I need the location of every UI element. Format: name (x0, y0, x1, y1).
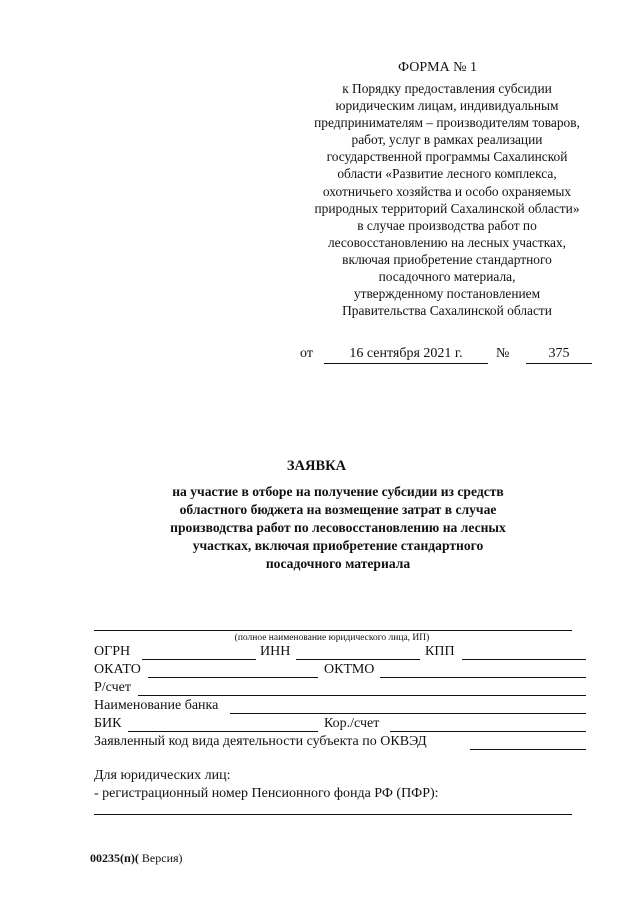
subtitle-line: посадочного материала (265, 556, 411, 571)
resolution-date: 16 сентября 2021 г. (324, 346, 488, 364)
bik-label: БИК (94, 716, 122, 731)
subtitle-line: производства работ по лесовосстановлению на лесных (170, 520, 506, 535)
subtitle-line: на участие в отборе на получение субсидии из средств (172, 484, 504, 499)
corr-account-field[interactable] (390, 716, 586, 732)
version-label: Версия) (138, 851, 183, 865)
kpp-field[interactable] (462, 644, 586, 660)
okato-label: ОКАТО (94, 662, 141, 677)
date-from-label: от (300, 346, 313, 361)
oktmo-label: ОКТМО (324, 662, 375, 677)
preamble-line: лесовосстановлению на лесных участках, (327, 234, 567, 250)
document-footer (90, 851, 183, 866)
entity-name-line[interactable] (94, 630, 572, 631)
okved-field[interactable] (470, 734, 586, 750)
preamble-line: включая приобретение стандартного (342, 251, 552, 267)
inn-field[interactable] (296, 644, 420, 660)
preamble-line: Правительства Сахалинской области (342, 303, 552, 319)
legal-entities-label: Для юридических лиц: (94, 768, 231, 783)
preamble-line: природных территорий Сахалинской области» (314, 200, 580, 216)
bik-field[interactable] (128, 716, 318, 732)
account-field[interactable] (138, 680, 586, 696)
inn-label: ИНН (260, 644, 291, 659)
account-label: Р/счет (94, 680, 131, 695)
number-sign: № (496, 346, 510, 361)
corr-account-label: Кор./счет (324, 716, 380, 731)
preamble-line: утвержденному постановлением (353, 286, 541, 302)
preamble-line: государственной программы Сахалинской (326, 149, 568, 165)
okato-field[interactable] (148, 662, 318, 678)
preamble-line: работ, услуг в рамках реализации (351, 132, 543, 148)
bank-name-label: Наименование банка (94, 698, 219, 713)
preamble-line: в случае производства работ по (357, 217, 537, 233)
form-number-label: ФОРМА № 1 (398, 60, 478, 75)
kpp-label: КПП (425, 644, 455, 659)
subtitle-line: областного бюджета на возмещение затрат в случае (179, 502, 497, 517)
pfr-label: - регистрационный номер Пенсионного фонда РФ (ПФР): (94, 786, 439, 801)
preamble-line: предпринимателям – производителям товаров, (314, 115, 580, 131)
preamble-line: посадочного материала, (378, 269, 516, 285)
preamble-line: области «Развитие лесного комплекса, (337, 166, 557, 182)
pfr-number-line[interactable] (94, 814, 572, 815)
okved-label: Заявленный код вида деятельности субъекта по ОКВЭД (94, 734, 427, 749)
subtitle-line: участках, включая приобретение стандартного (192, 538, 484, 553)
document-subtitle (150, 483, 526, 573)
resolution-number: 375 (526, 346, 592, 364)
document-title: ЗАЯВКА (286, 458, 347, 474)
preamble-line: охотничьего хозяйства и особо охраняемых (322, 183, 572, 199)
preamble-line: к Порядку предоставления субсидии (342, 81, 552, 96)
oktmo-field[interactable] (380, 662, 586, 678)
approval-preamble (280, 80, 614, 319)
entity-name-caption: (полное наименование юридического лица, ИП) (234, 633, 430, 643)
bank-name-field[interactable] (230, 698, 586, 714)
ogrn-label: ОГРН (94, 644, 131, 659)
preamble-line: юридическим лицам, индивидуальным (335, 98, 559, 114)
ogrn-field[interactable] (142, 644, 256, 660)
form-code: 00235(п)( (90, 851, 139, 865)
